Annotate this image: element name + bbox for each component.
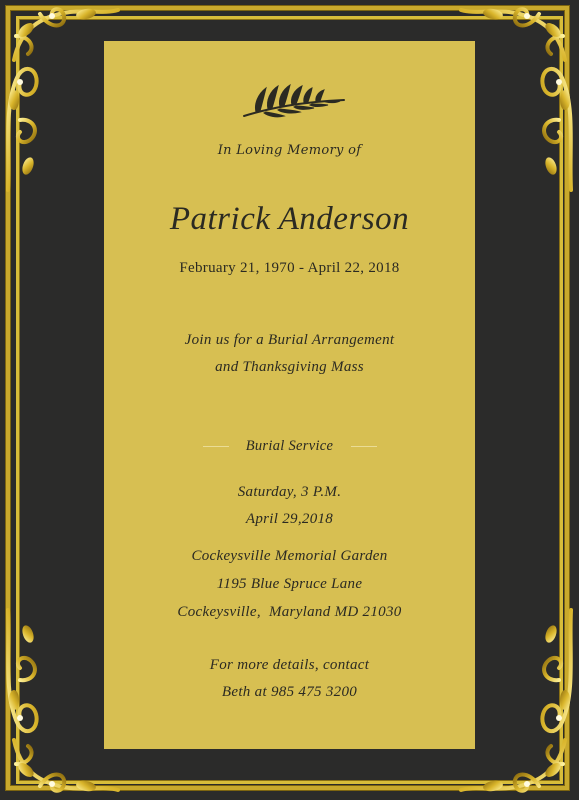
venue-city: Cockeysville, Maryland MD 21030 — [177, 604, 402, 620]
venue-name: Cockeysville Memorial Garden — [191, 548, 388, 564]
service-day-time: Saturday, 3 P.M. — [237, 484, 342, 500]
invitation-line-1: Join us for a Burial Arrangement — [184, 332, 395, 348]
details-line-2: Beth at 985 475 3200 — [221, 684, 358, 700]
intro-text: In Loving Memory of — [217, 143, 362, 158]
service-date: April 29,2018 — [245, 511, 334, 527]
life-dates: February 21, 1970 - April 22, 2018 — [179, 260, 400, 276]
venue-street: 1195 Blue Spruce Lane — [216, 576, 363, 592]
fern-leaf-icon — [240, 82, 348, 122]
deceased-name: Patrick Anderson — [169, 201, 410, 237]
invitation-line-2: and Thanksgiving Mass — [215, 359, 364, 375]
divider-right — [351, 446, 377, 447]
section-heading: Burial Service — [245, 438, 334, 454]
details-line-1: For more details, contact — [209, 657, 370, 673]
